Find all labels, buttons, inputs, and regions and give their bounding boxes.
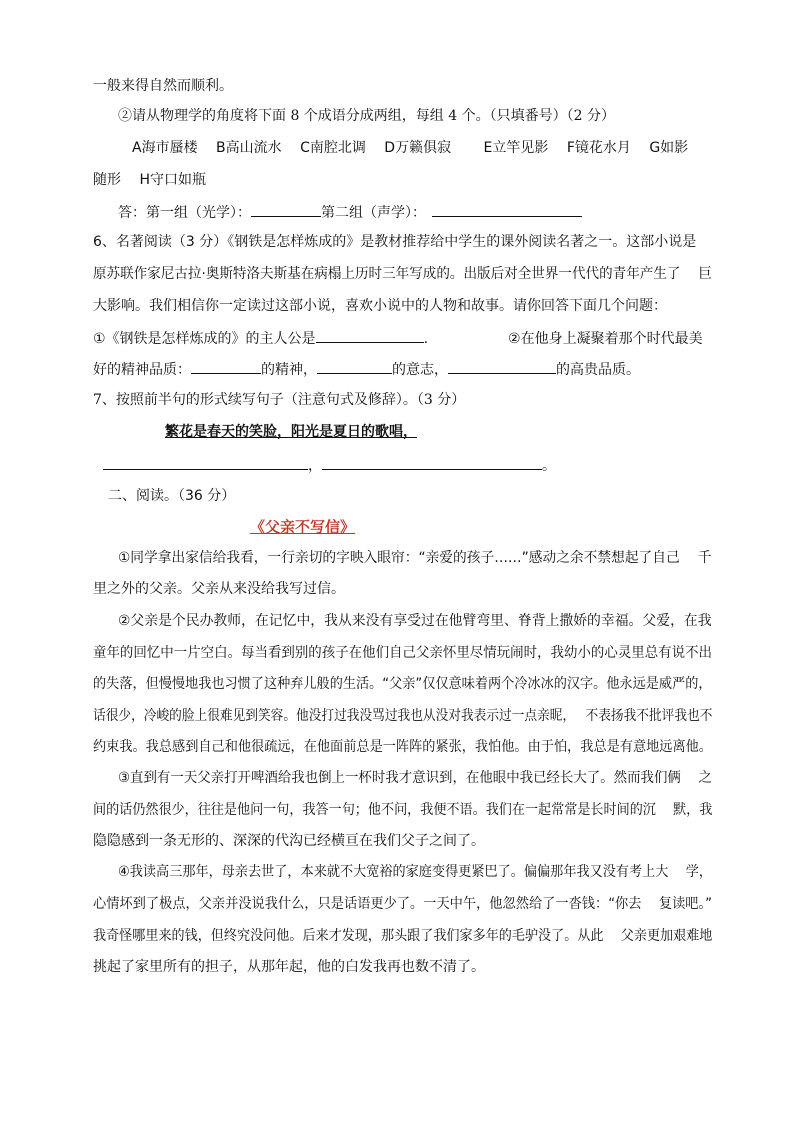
answer-group1-blank[interactable] <box>251 201 321 217</box>
answer-group2-blank[interactable] <box>432 201 582 217</box>
q6-will-label: 的意志， <box>392 362 448 378</box>
p1-line1: ①同学拿出家信给我看，一行亲切的字映入眼帘：“亲爱的孩子……”感动之余不禁想起了自己 千 <box>118 550 712 566</box>
q6-spirit-label: 的精神， <box>261 362 317 378</box>
answer-group1-label: 答：第一组（光学）： <box>118 205 251 221</box>
q6-qualities-line <box>93 358 640 380</box>
q7-prompt: 7、按照前半句的形式续写句子（注意句式及修辞）。（3 分） <box>93 392 466 408</box>
q6-q2-text: ②在他身上凝聚着那个时代最美 <box>508 331 703 347</box>
section2-heading: 二、阅读。（36 分） <box>108 488 236 504</box>
q6-line3: 大影响。我们相信你一定读过这部小说，喜欢小说中的人物和故事。请你回答下面几个问题： <box>93 298 667 314</box>
q6-q2-cont: 好的精神品质： <box>93 362 191 378</box>
p3-line3: 隐隐感到一条无形的、深深的代沟已经横亘在我们父子之间了。 <box>93 833 485 849</box>
q7-answer-line <box>103 454 556 476</box>
article-title: 《父亲不写信》 <box>250 518 356 536</box>
q5-sub2-prompt: ②请从物理学的角度将下面 8 个成语分成两组，每组 4 个。（只填番号）（2 分） <box>118 108 615 124</box>
q7-blank-2[interactable] <box>322 454 542 470</box>
p4-line4: 挑起了家里所有的担子，从那年起，他的白发我再也数不清了。 <box>93 959 485 975</box>
p2-line4: 话很少，冷峻的脸上很难见到笑容。他没打过我没骂过我也从没对我表示过一点亲昵， 不表扬我不批评我也不 <box>93 708 713 724</box>
q6-q1-end: . <box>423 331 429 347</box>
p3-line2: 间的话仍然很少，往往是他问一句，我答一句；他不问，我便不语。我们在一起常常是长时间的沉 默，我 <box>93 802 713 818</box>
p4-line3: 我奇怪哪里来的钱，但终究没问他。后来才发现，那头跟了我们家多年的毛驴没了。从此 父亲更加艰难地 <box>93 928 713 944</box>
p1-line2: 里之外的父亲。父亲从来没给我写过信。 <box>93 581 345 597</box>
p3-line1: ③直到有一天父亲打开啤酒给我也倒上一杯时我才意识到，在他眼中我已经长大了。然而我们俩 之 <box>118 770 712 786</box>
q7-example-sentence: 繁花是春天的笑脸，阳光是夏日的歌唱， <box>165 424 417 440</box>
q6-quality-blank[interactable] <box>448 358 556 374</box>
q7-period: 。 <box>542 458 556 474</box>
q6-line2: 原苏联作家尼古拉·奥斯特洛夫斯基在病榻上历时三年写成的。出版后对全世界一代代的青年产生了 巨 <box>93 266 712 282</box>
q6-line1: 6、名著阅读（3 分）《钢铁是怎样炼成的》是教材推荐给中学生的课外阅读名著之一。这部小说是 <box>93 234 697 250</box>
p2-line3: 的失落，但慢慢地我也习惯了这种弃儿般的生活。“父亲”仅仅意味着两个冷冰冰的汉字。他永远是威严的， <box>93 676 712 692</box>
p4-line1: ④我读高三那年，母亲去世了，本来就不大宽裕的家庭变得更紧巴了。偏偏那年我又没有考上大 学， <box>118 864 713 880</box>
q6-q1-text: ①《钢铁是怎样炼成的》的主人公是 <box>93 331 316 347</box>
q6-will-blank[interactable] <box>317 358 392 374</box>
q6-quality-label: 的高贵品质。 <box>556 362 640 378</box>
p2-line1: ②父亲是个民办教师，在记忆中，我从来没有享受过在他臂弯里、脊背上撒娇的幸福。父爱，在我 <box>118 613 712 629</box>
q7-comma: ， <box>308 458 322 474</box>
q5-options-line2: 随形 H守口如瓶 <box>93 172 206 188</box>
q6-protagonist-blank[interactable] <box>316 327 424 343</box>
p2-line2: 童年的回忆中一片空白。每当看到别的孩子在他们自己父亲怀里尽情玩闹时，我幼小的心灵里总有说不出 <box>93 645 713 661</box>
q5-options-line1: A海市蜃楼 B高山流水 C南腔北调 D万籁俱寂 E立竿见影 F镜花水月 G如影 <box>132 140 689 156</box>
p4-line2: 心情坏到了极点，父亲并没说我什么，只是话语更少了。一天中午，他忽然给了一沓钱：“你去 复读吧。” <box>93 896 712 912</box>
q6-questions-line <box>93 327 703 349</box>
q6-spirit-blank[interactable] <box>191 358 261 374</box>
q7-blank-1[interactable] <box>103 454 308 470</box>
p2-line5: 约束我。我总感到自己和他很疏远，在他面前总是一阵阵的紧张，我怕他。由于怕，我总是有意地远离他。 <box>93 739 712 755</box>
q5-continuation-line: 一般来得自然而顺利。 <box>93 78 233 94</box>
q5-answer-line <box>118 201 582 223</box>
answer-group2-label: 第二组（声学）： <box>321 205 426 221</box>
